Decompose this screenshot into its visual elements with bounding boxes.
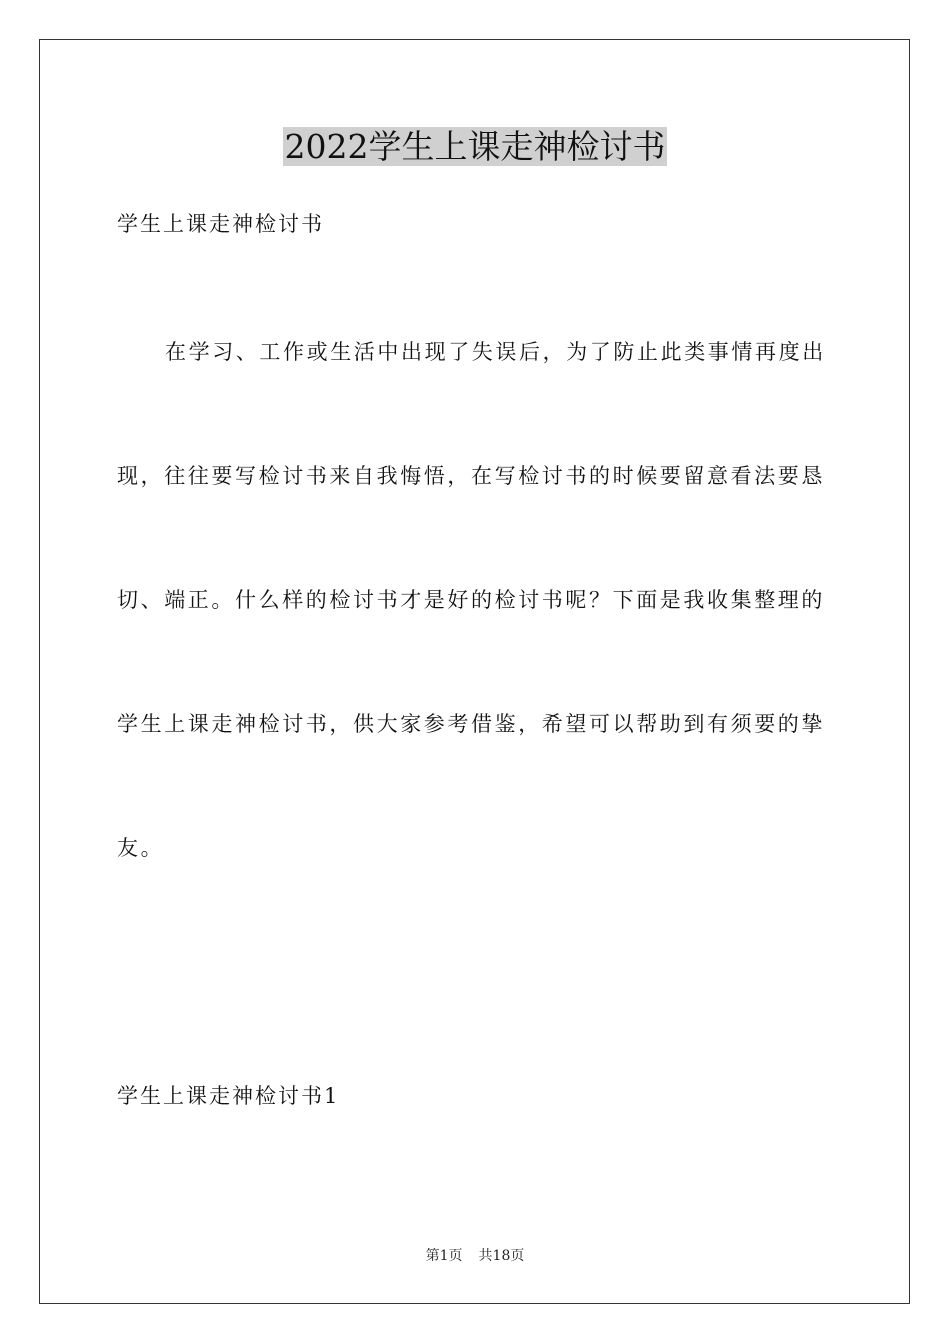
- document-title: [0, 126, 950, 168]
- page-number-total: 共18页: [478, 1248, 525, 1264]
- page-footer: [0, 1246, 950, 1266]
- intro-line-2: 现，往往要写检讨书来自我悔悟，在写检讨书的时候要留意看法要恳: [117, 464, 825, 488]
- document-subtitle: 学生上课走神检讨书: [117, 212, 324, 236]
- section-heading: 学生上课走神检讨书1: [117, 1084, 340, 1108]
- intro-line-4: 学生上课走神检讨书，供大家参考借鉴，希望可以帮助到有须要的挚: [117, 712, 825, 736]
- intro-line-1: 在学习、工作或生活中出现了失误后，为了防止此类事情再度出: [165, 340, 826, 364]
- page-number-current: 第1页: [425, 1248, 463, 1264]
- intro-line-3: 切、端正。什么样的检讨书才是好的检讨书呢？下面是我收集整理的: [117, 588, 825, 612]
- intro-line-5: 友。: [117, 836, 165, 860]
- document-title-text: 2022学生上课走神检讨书: [284, 127, 666, 166]
